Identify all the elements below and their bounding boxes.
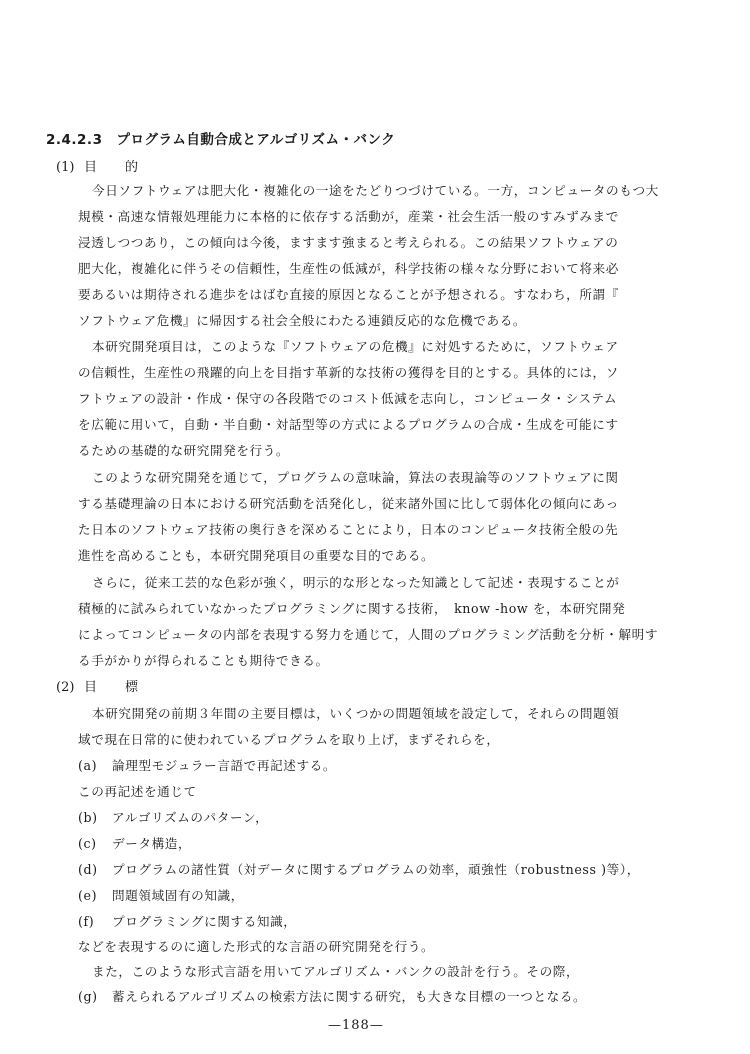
list-item-mark: (c) [78,836,97,851]
paragraph-line: この再記述を通じて [78,784,197,799]
list-item-text: プログラムの諸性質（対データに関するプログラムの効率，頑強性（robustness )等）， [112,862,640,877]
list-item-mark: (e) [78,888,98,903]
list-item-mark: (b) [78,810,98,825]
paragraph-line: 肥大化，複雑化に伴うその信頼性，生産性の低減が，科学技術の様々な分野において将来必 [78,261,619,276]
list-item [78,833,191,852]
paragraph-line: ソフトウェア危機』に帰因する社会全般にわたる連鎖反応的な危機である。 [78,313,527,328]
page-number: —188— [328,1018,384,1033]
subsection-label: 目標 [84,680,167,695]
section-heading [46,128,395,148]
paragraph-line: 規模・高速な情報処理能力に本格的に依存する活動が，産業・社会生活一般のすみずみまで [78,209,619,224]
list-item-mark: (d) [78,862,98,877]
paragraph-line: する基礎理論の日本における研究活動を活発化し，従来諸外国に比して弱体化の傾向にあっ [78,496,619,511]
list-item-text: 問題領域固有の知識， [112,888,244,903]
paragraph-line: フトウェアの設計・作成・保守の各段階でのコスト低減を志向し，コンピュータ・システム [78,391,618,406]
list-item-text: プログラミングに関する知識， [112,914,297,929]
paragraph-line: このような研究開発を通じて，プログラムの意味論，算法の表現論等のソフトウェアに関 [92,470,619,485]
list-item-text: 蓄えられるアルゴリズムの検索方法に関する研究，も大きな目標の一つとなる。 [112,989,587,1004]
paragraph-line: る手がかりが得られることも期待できる。 [78,653,329,668]
paragraph-line: によってコンピュータの内部を表現する努力を通じて，人間のプログラミング活動を分析・解明す [78,627,659,642]
list-item [78,807,268,826]
paragraph-line: 浸透しつつあり，この傾向は今後，ますます強まると考えられる。この結果ソフトウェアの [78,235,619,250]
paragraph-line: 要あるいは期待される進歩をはばむ直接的原因となることが予想される。すなわち，所謂『 [78,287,619,302]
paragraph-line: を広範に用いて，自動・半自動・対話型等の方式によるプログラムの合成・生成を可能にす [78,417,619,432]
paragraph-line: 本研究開発項目は，このような『ソフトウェアの危機』に対処するために，ソフトウェア [92,339,619,354]
paragraph-line: の信頼性，生産性の飛躍的向上を目指す革新的な技術の獲得を目的とする。具体的には，ソ [78,365,619,380]
list-item-mark: (f) [78,914,95,929]
list-item-mark: (g) [78,989,98,1004]
paragraph-line: るための基礎的な研究開発を行う。 [78,443,290,458]
paragraph-line: 積極的に試みられていなかったプログラミングに関する技術， know -how を，本研究開発 [78,601,626,616]
paragraph-line: 本研究開発の前期３年間の主要目標は，いくつかの問題領域を設定して，それらの問題領 [92,706,620,721]
list-item [78,859,640,878]
paragraph-line: 域で現在日常的に使われているプログラムを取り上げ，まずそれらを， [78,732,500,747]
paragraph-line: さらに，従来工芸的な色彩が強く，明示的な形となった知識として記述・表現することが [92,575,620,590]
list-item-text: アルゴリズムのパターン， [112,810,269,825]
paragraph-line: などを表現するのに適した形式的な言語の研究開発を行う。 [78,939,435,954]
paragraph-line: た日本のソフトウェア技術の奥行きを深めることにより，日本のコンピュータ技術全般の先 [78,522,619,537]
list-item-mark: (a) [78,758,98,773]
list-item [78,911,296,930]
subsection-mark: (2) [56,680,75,695]
paragraph-line: また，このような形式言語を用いてアルゴリズム・バンクの設計を行う。その際， [92,964,580,979]
list-item-text: 論理型モジュラー言語で再記述する。 [112,758,337,773]
subsection-label: 目的 [84,160,167,175]
list-item [78,885,244,904]
paragraph-line: 今日ソフトウェアは肥大化・複雑化の一途をたどりつづけている。一方，コンピュータのもつ大 [92,183,659,198]
list-item-text: データ構造， [112,836,192,851]
subsection-goals [56,676,166,695]
list-item [78,986,586,1005]
section-number: 2.4.2.3 [46,132,103,148]
list-item [78,755,336,774]
section-title: プログラム自動合成とアルゴリズム・バンク [116,132,396,148]
subsection-purpose [56,156,166,175]
paragraph-line: 進性を高めることも，本研究開発項目の重要な目的である。 [78,548,435,563]
subsection-mark: (1) [56,160,75,175]
